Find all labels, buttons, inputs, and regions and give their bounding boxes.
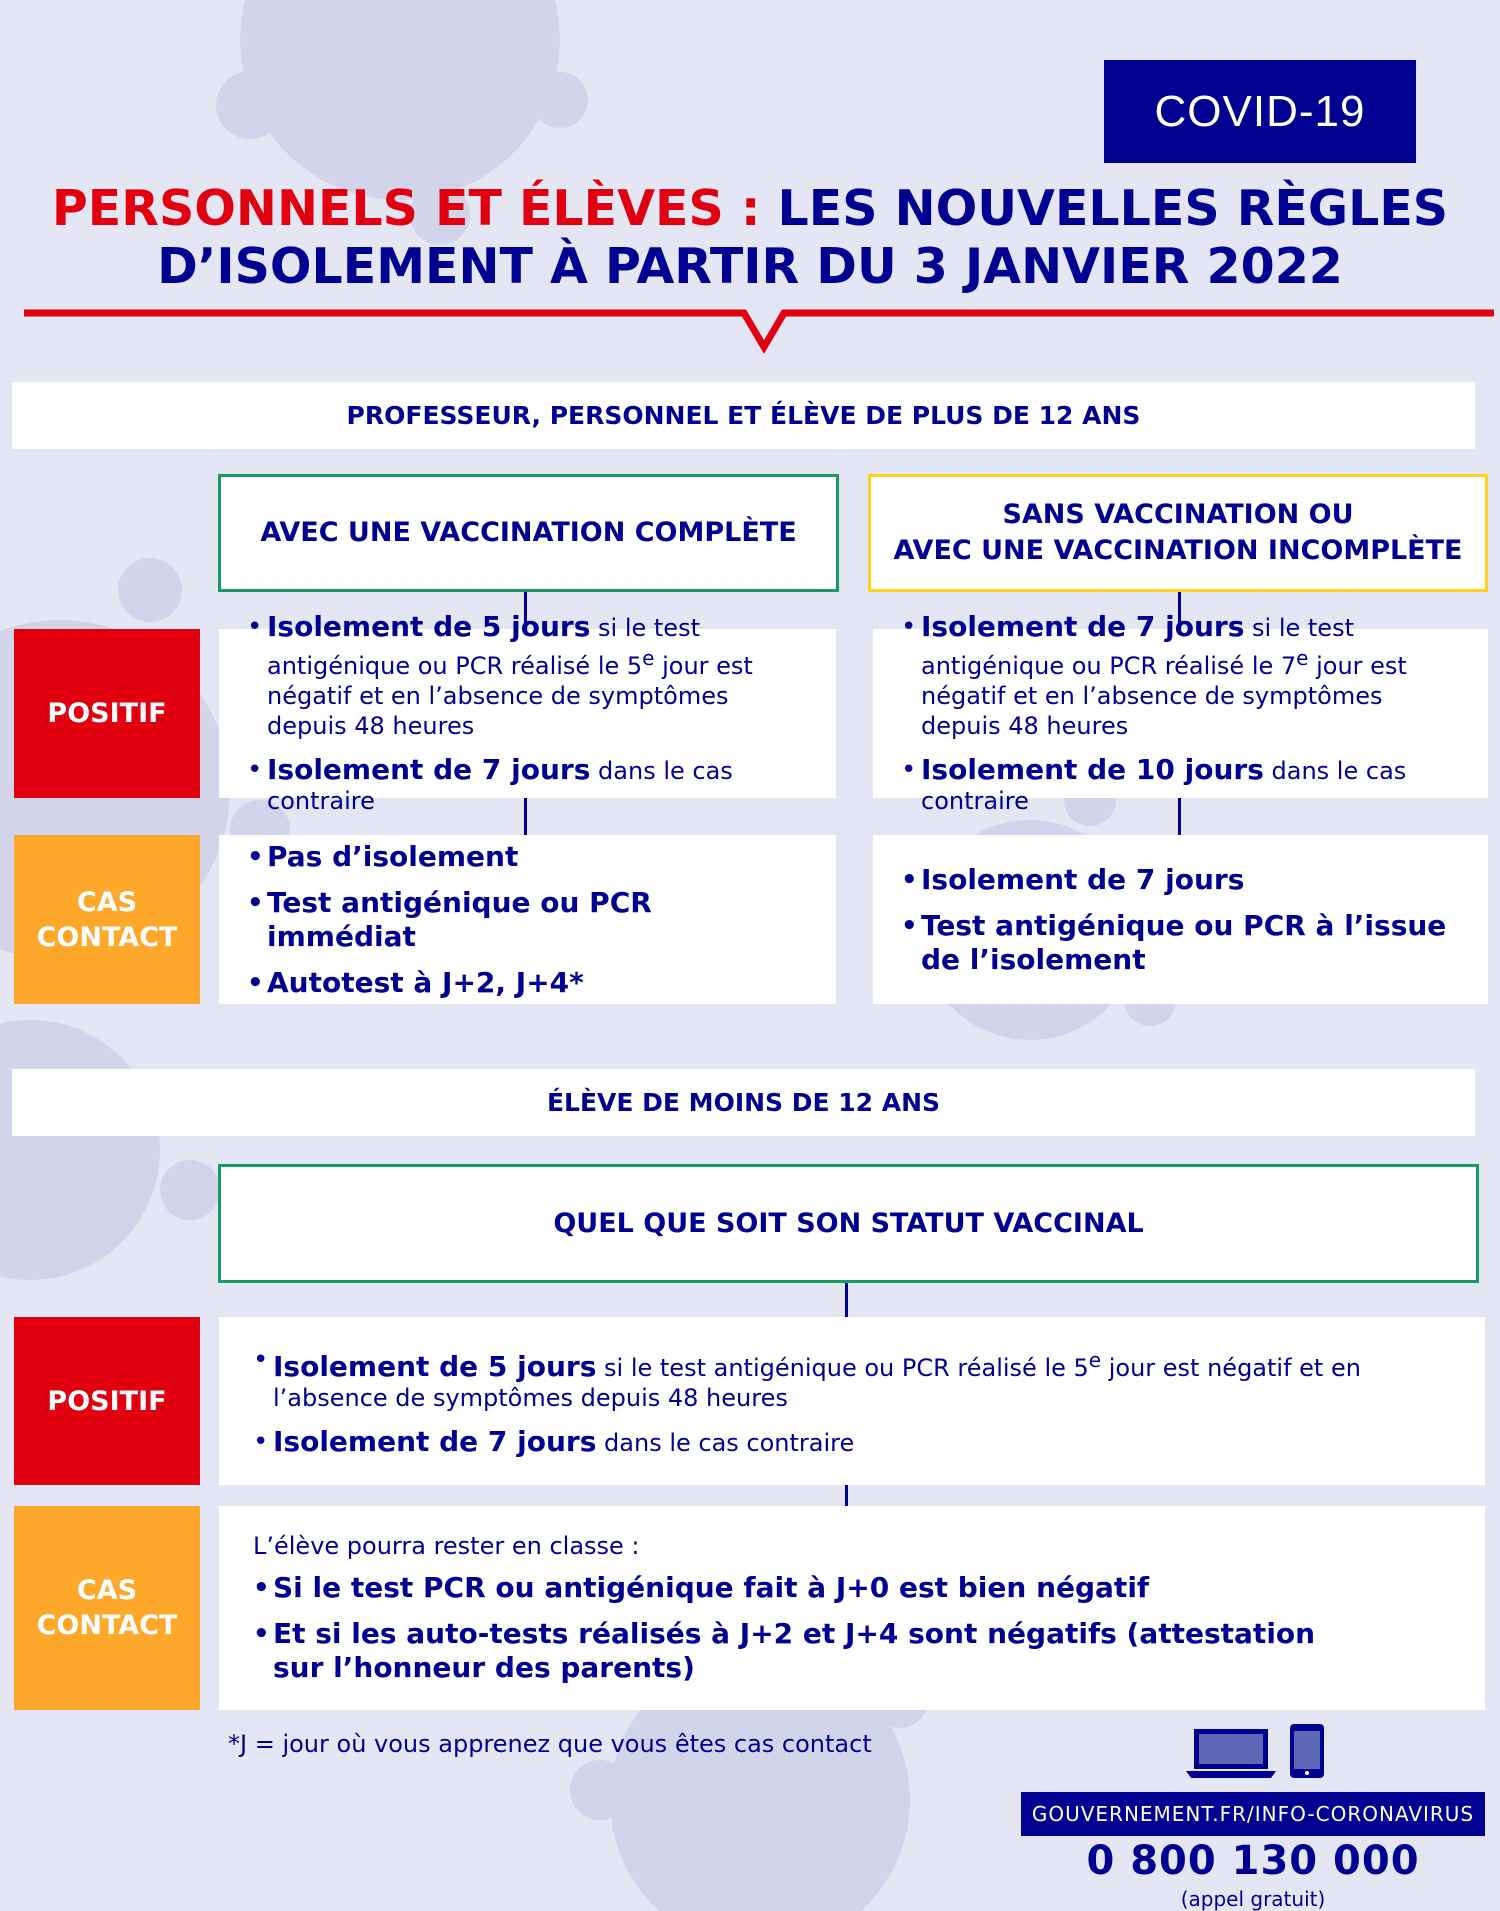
connector-line (845, 1485, 848, 1506)
list-item: • Isolement de 5 jours si le test antigénique ou PCR réalisé le 5e jour est négatif et en l’absence de symptômes depuis 48 heures (253, 1345, 1453, 1413)
positive-label: POSITIF (14, 1317, 200, 1485)
unvaccinated-heading-line-1: SANS VACCINATION OU (1002, 499, 1354, 530)
footnote: *J = jour où vous apprenez que vous êtes cas contact (228, 1730, 872, 1758)
positive-label: POSITIF (14, 629, 200, 798)
title-blue-part-1: LES NOUVELLES RÈGLES (777, 180, 1449, 237)
list-item: • Et si les auto-tests réalisés à J+2 et J+4 sont négatifs (attestation sur l’honneur des parents) (253, 1617, 1345, 1685)
page-title (40, 180, 1460, 296)
title-red-part: PERSONNELS ET ÉLÈVES : (51, 180, 761, 237)
contact-lead-text: L’élève pourra rester en classe : (253, 1532, 640, 1560)
list-item: • Isolement de 5 jours si le test antigénique ou PCR réalisé le 5e jour est négatif et en l’absence de symptômes depuis 48 heures (247, 612, 808, 741)
list-item: • Isolement de 7 jours dans le cas contraire (247, 755, 808, 816)
phone-note: (appel gratuit) (1180, 1887, 1326, 1911)
unvaccinated-positive-rules (873, 609, 1488, 815)
laptop-icon (1186, 1725, 1276, 1780)
contact-label: CAS CONTACT (14, 1506, 200, 1710)
title-blue-part-2: D’ISOLEMENT À PARTIR DU 3 JANVIER 2022 (157, 238, 1343, 295)
list-item: • Si le test PCR ou antigénique fait à J+0 est bien négatif (253, 1571, 1345, 1605)
list-item: • Test antigénique ou PCR à l’issue de l’isolement (901, 909, 1460, 977)
vaccinated-positive-rules (219, 609, 836, 815)
vaccinated-contact-rules (219, 835, 836, 1004)
covid-badge: COVID-19 (1104, 60, 1416, 163)
contact-label: CAS CONTACT (14, 835, 200, 1004)
vaccinated-heading: AVEC UNE VACCINATION COMPLÈTE (218, 474, 839, 592)
phone-number[interactable]: 0 800 130 000 (1086, 1838, 1420, 1884)
unvaccinated-contact-rules (873, 835, 1488, 1004)
smartphone-icon (1288, 1722, 1326, 1780)
government-url-link[interactable]: GOUVERNEMENT.FR/INFO-CORONAVIRUS (1021, 1792, 1485, 1836)
section-banner-under-12: ÉLÈVE DE MOINS DE 12 ANS (12, 1069, 1475, 1136)
unvaccinated-heading-line-2: AVEC UNE VACCINATION INCOMPLÈTE (893, 535, 1463, 566)
section-banner-over-12: PROFESSEUR, PERSONNEL ET ÉLÈVE DE PLUS DE 12 ANS (12, 382, 1475, 449)
title-underline (24, 300, 1494, 360)
list-item: • Isolement de 7 jours (901, 863, 1460, 897)
list-item: • Test antigénique ou PCR immédiat (247, 886, 808, 954)
any-vaccination-heading: QUEL QUE SOIT SON STATUT VACCINAL (218, 1164, 1479, 1283)
under-12-positive-rules (219, 1317, 1485, 1485)
list-item: • Isolement de 10 jours dans le cas contraire (901, 755, 1460, 816)
under-12-contact-rules (219, 1506, 1485, 1710)
connector-line (845, 1283, 848, 1317)
list-item: • Pas d’isolement (247, 840, 808, 874)
list-item: • Autotest à J+2, J+4* (247, 966, 808, 1000)
list-item: • Isolement de 7 jours si le test antigénique ou PCR réalisé le 7e jour est négatif et en l’absence de symptômes depuis 48 heures (901, 612, 1460, 741)
list-item: • Isolement de 7 jours dans le cas contraire (253, 1427, 1453, 1458)
unvaccinated-heading (868, 474, 1488, 592)
